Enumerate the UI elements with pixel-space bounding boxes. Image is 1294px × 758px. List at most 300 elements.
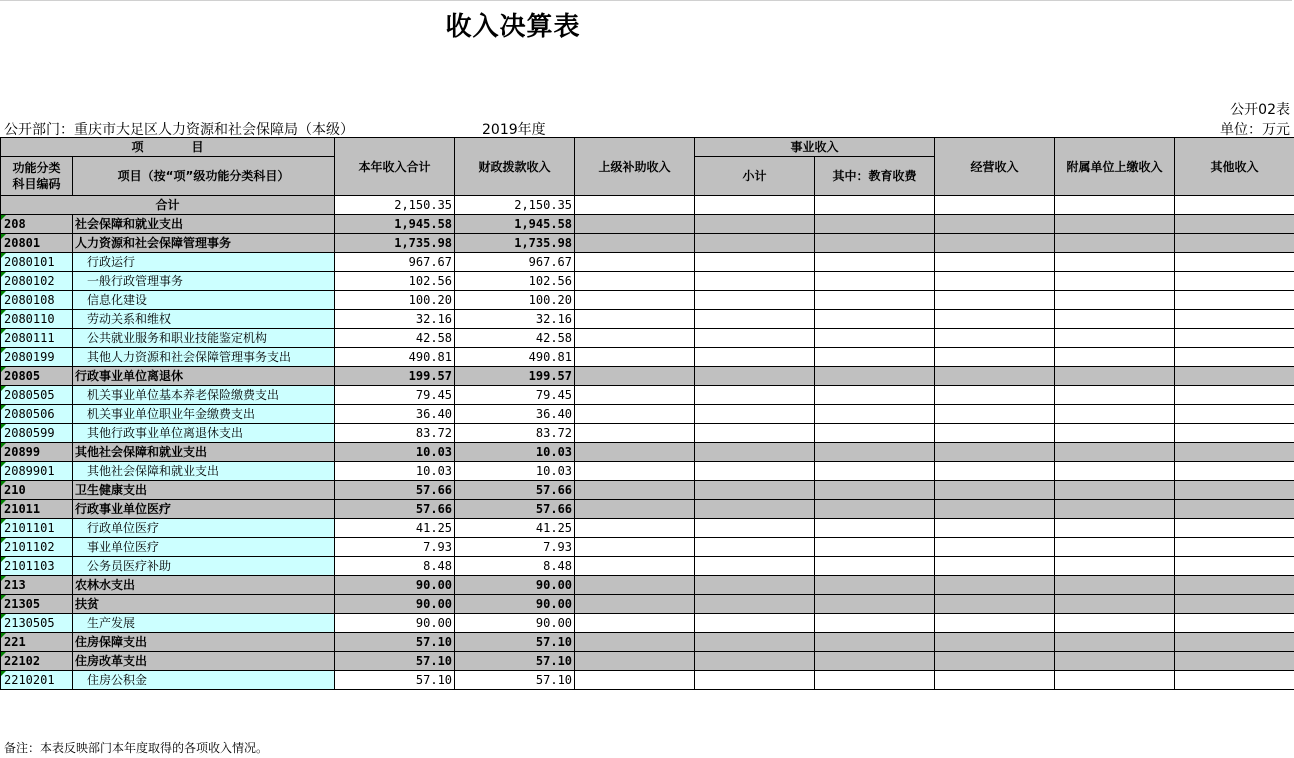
- cell[interactable]: [575, 633, 695, 652]
- row-fiscal[interactable]: 79.45: [455, 386, 575, 405]
- row-total[interactable]: 36.40: [335, 405, 455, 424]
- row-fiscal[interactable]: 90.00: [455, 576, 575, 595]
- cell[interactable]: [815, 671, 935, 690]
- row-fiscal[interactable]: 41.25: [455, 519, 575, 538]
- header-business[interactable]: 事业收入: [695, 138, 935, 157]
- row-code[interactable]: [1, 481, 73, 500]
- row-fiscal[interactable]: 10.03: [455, 443, 575, 462]
- cell[interactable]: [1175, 538, 1294, 557]
- cell[interactable]: [815, 500, 935, 519]
- row-code[interactable]: [1, 557, 73, 576]
- cell[interactable]: [695, 234, 815, 253]
- cell[interactable]: [575, 405, 695, 424]
- cell[interactable]: [1055, 576, 1175, 595]
- row-code[interactable]: [1, 367, 73, 386]
- total-fiscal[interactable]: 2,150.35: [455, 196, 575, 215]
- cell[interactable]: [1175, 348, 1294, 367]
- row-code-text: 213: [4, 578, 26, 592]
- cell[interactable]: [815, 538, 935, 557]
- row-fiscal[interactable]: 36.40: [455, 405, 575, 424]
- row-name[interactable]: 其他社会保障和就业支出: [73, 462, 335, 481]
- row-total[interactable]: 490.81: [335, 348, 455, 367]
- form-number: 公开02表: [1230, 102, 1290, 118]
- row-fiscal[interactable]: 8.48: [455, 557, 575, 576]
- cell[interactable]: [1055, 424, 1175, 443]
- row-fiscal[interactable]: 32.16: [455, 310, 575, 329]
- cell[interactable]: [1175, 557, 1294, 576]
- row-fiscal[interactable]: 90.00: [455, 614, 575, 633]
- row-total[interactable]: 57.10: [335, 671, 455, 690]
- table-row: [1, 253, 1294, 272]
- row-code[interactable]: [1, 329, 73, 348]
- row-code[interactable]: [1, 234, 73, 253]
- cell[interactable]: [935, 576, 1055, 595]
- cell[interactable]: [935, 386, 1055, 405]
- row-total[interactable]: 1,735.98: [335, 234, 455, 253]
- cell[interactable]: [695, 367, 815, 386]
- cell[interactable]: [1175, 671, 1294, 690]
- footnote: 备注：本表反映部门本年度取得的各项收入情况。: [4, 741, 269, 755]
- cell[interactable]: [695, 576, 815, 595]
- cell[interactable]: [1055, 538, 1175, 557]
- cell[interactable]: [815, 310, 935, 329]
- row-code-text: 20899: [4, 445, 41, 459]
- row-name[interactable]: 劳动关系和维权: [73, 310, 335, 329]
- cell[interactable]: [575, 196, 695, 215]
- cell[interactable]: [935, 481, 1055, 500]
- cell[interactable]: [575, 424, 695, 443]
- cell[interactable]: [1055, 234, 1175, 253]
- cell[interactable]: [1175, 291, 1294, 310]
- row-code[interactable]: [1, 405, 73, 424]
- row-name[interactable]: 公共就业服务和职业技能鉴定机构: [73, 329, 335, 348]
- row-total[interactable]: 8.48: [335, 557, 455, 576]
- cell[interactable]: [695, 481, 815, 500]
- row-fiscal[interactable]: 90.00: [455, 595, 575, 614]
- cell[interactable]: [1175, 633, 1294, 652]
- cell-comment-marker-icon: [1, 405, 6, 410]
- cell[interactable]: [935, 405, 1055, 424]
- row-total[interactable]: 199.57: [335, 367, 455, 386]
- cell[interactable]: [695, 215, 815, 234]
- cell[interactable]: [1175, 196, 1294, 215]
- cell[interactable]: [1175, 386, 1294, 405]
- cell[interactable]: [575, 253, 695, 272]
- row-fiscal[interactable]: 967.67: [455, 253, 575, 272]
- cell[interactable]: [1175, 367, 1294, 386]
- cell-comment-marker-icon: [1, 671, 6, 676]
- cell[interactable]: [935, 234, 1055, 253]
- row-total[interactable]: 90.00: [335, 576, 455, 595]
- cell[interactable]: [695, 348, 815, 367]
- row-code[interactable]: [1, 633, 73, 652]
- row-total[interactable]: 7.93: [335, 538, 455, 557]
- cell[interactable]: [935, 196, 1055, 215]
- header-name[interactable]: 项目（按“项”级功能分类科目）: [73, 157, 335, 196]
- cell[interactable]: [575, 652, 695, 671]
- cell[interactable]: [695, 329, 815, 348]
- cell[interactable]: [1175, 253, 1294, 272]
- row-name[interactable]: 行政事业单位离退休: [73, 367, 335, 386]
- cell[interactable]: [575, 272, 695, 291]
- header-code[interactable]: 功能分类科目编码: [1, 157, 73, 196]
- row-total[interactable]: 79.45: [335, 386, 455, 405]
- cell[interactable]: [1175, 443, 1294, 462]
- row-fiscal[interactable]: 57.66: [455, 500, 575, 519]
- cell[interactable]: [1175, 310, 1294, 329]
- row-name[interactable]: 其他人力资源和社会保障管理事务支出: [73, 348, 335, 367]
- cell[interactable]: [815, 633, 935, 652]
- cell[interactable]: [695, 652, 815, 671]
- cell[interactable]: [935, 633, 1055, 652]
- row-total[interactable]: 41.25: [335, 519, 455, 538]
- row-name[interactable]: 农林水支出: [73, 576, 335, 595]
- cell[interactable]: [1175, 614, 1294, 633]
- cell[interactable]: [695, 500, 815, 519]
- cell[interactable]: [1055, 196, 1175, 215]
- row-name[interactable]: 住房改革支出: [73, 652, 335, 671]
- cell[interactable]: [1055, 481, 1175, 500]
- cell[interactable]: [935, 671, 1055, 690]
- row-code[interactable]: [1, 671, 73, 690]
- row-fiscal[interactable]: 1,945.58: [455, 215, 575, 234]
- table-row: [1, 386, 1294, 405]
- cell[interactable]: [935, 462, 1055, 481]
- cell[interactable]: [695, 386, 815, 405]
- row-name[interactable]: 生产发展: [73, 614, 335, 633]
- cell[interactable]: [1055, 272, 1175, 291]
- row-total[interactable]: 57.66: [335, 481, 455, 500]
- cell[interactable]: [815, 234, 935, 253]
- department-label: 公开部门：重庆市大足区人力资源和社会保障局（本级）: [4, 122, 354, 138]
- cell[interactable]: [815, 614, 935, 633]
- cell[interactable]: [1055, 614, 1175, 633]
- cell-comment-marker-icon: [1, 443, 6, 448]
- cell[interactable]: [1055, 462, 1175, 481]
- cell-comment-marker-icon: [1, 481, 6, 486]
- cell[interactable]: [695, 424, 815, 443]
- cell[interactable]: [1055, 405, 1175, 424]
- cell[interactable]: [575, 291, 695, 310]
- cell-comment-marker-icon: [1, 329, 6, 334]
- cell[interactable]: [575, 443, 695, 462]
- cell[interactable]: [575, 215, 695, 234]
- cell[interactable]: [815, 272, 935, 291]
- row-name[interactable]: 机关事业单位基本养老保险缴费支出: [73, 386, 335, 405]
- header-operating[interactable]: 经营收入: [935, 138, 1055, 196]
- row-total[interactable]: 42.58: [335, 329, 455, 348]
- row-name[interactable]: 扶贫: [73, 595, 335, 614]
- cell[interactable]: [935, 329, 1055, 348]
- table-row: [1, 462, 1294, 481]
- cell[interactable]: [815, 424, 935, 443]
- cell[interactable]: [1175, 405, 1294, 424]
- cell[interactable]: [1175, 462, 1294, 481]
- cell[interactable]: [815, 576, 935, 595]
- header-affiliated[interactable]: 附属单位上缴收入: [1055, 138, 1175, 196]
- cell[interactable]: [695, 310, 815, 329]
- cell[interactable]: [695, 272, 815, 291]
- cell[interactable]: [1175, 424, 1294, 443]
- cell[interactable]: [695, 291, 815, 310]
- cell[interactable]: [575, 519, 695, 538]
- cell[interactable]: [1055, 348, 1175, 367]
- row-name[interactable]: 住房公积金: [73, 671, 335, 690]
- row-code[interactable]: [1, 443, 73, 462]
- cell[interactable]: [1175, 329, 1294, 348]
- cell[interactable]: [935, 519, 1055, 538]
- row-total[interactable]: 57.10: [335, 652, 455, 671]
- cell[interactable]: [575, 595, 695, 614]
- cell[interactable]: [695, 595, 815, 614]
- row-name[interactable]: 行政事业单位医疗: [73, 500, 335, 519]
- cell[interactable]: [815, 291, 935, 310]
- cell[interactable]: [1055, 652, 1175, 671]
- cell[interactable]: [1175, 595, 1294, 614]
- row-fiscal[interactable]: 10.03: [455, 462, 575, 481]
- cell[interactable]: [575, 234, 695, 253]
- cell[interactable]: [1175, 234, 1294, 253]
- row-code[interactable]: [1, 291, 73, 310]
- row-code[interactable]: [1, 253, 73, 272]
- cell[interactable]: [815, 557, 935, 576]
- cell[interactable]: [815, 405, 935, 424]
- cell[interactable]: [575, 671, 695, 690]
- cell-comment-marker-icon: [1, 576, 6, 581]
- row-code[interactable]: [1, 595, 73, 614]
- row-fiscal[interactable]: 1,735.98: [455, 234, 575, 253]
- cell[interactable]: [575, 538, 695, 557]
- row-total[interactable]: 10.03: [335, 443, 455, 462]
- cell[interactable]: [935, 557, 1055, 576]
- header-total[interactable]: 本年收入合计: [335, 138, 455, 196]
- row-fiscal[interactable]: 100.20: [455, 291, 575, 310]
- row-fiscal[interactable]: 57.10: [455, 652, 575, 671]
- row-fiscal[interactable]: 42.58: [455, 329, 575, 348]
- cell[interactable]: [1175, 272, 1294, 291]
- cell[interactable]: [1055, 367, 1175, 386]
- cell[interactable]: [695, 671, 815, 690]
- cell[interactable]: [575, 557, 695, 576]
- cell[interactable]: [815, 367, 935, 386]
- cell-comment-marker-icon: [1, 291, 6, 296]
- total-label[interactable]: 合计: [1, 196, 335, 215]
- cell[interactable]: [935, 424, 1055, 443]
- cell[interactable]: [935, 253, 1055, 272]
- row-code[interactable]: [1, 386, 73, 405]
- row-code[interactable]: [1, 462, 73, 481]
- cell[interactable]: [815, 386, 935, 405]
- cell[interactable]: [1055, 557, 1175, 576]
- cell[interactable]: [935, 215, 1055, 234]
- row-fiscal[interactable]: 7.93: [455, 538, 575, 557]
- row-total[interactable]: 57.66: [335, 500, 455, 519]
- row-code[interactable]: [1, 652, 73, 671]
- row-total[interactable]: 100.20: [335, 291, 455, 310]
- table-row: [1, 538, 1294, 557]
- row-code-text: 208: [4, 217, 26, 231]
- cell[interactable]: [1175, 215, 1294, 234]
- row-code[interactable]: [1, 272, 73, 291]
- cell[interactable]: [815, 652, 935, 671]
- header-item[interactable]: 项 目: [1, 138, 335, 157]
- cell[interactable]: [695, 196, 815, 215]
- table-row: [1, 310, 1294, 329]
- row-total[interactable]: 83.72: [335, 424, 455, 443]
- cell[interactable]: [815, 215, 935, 234]
- cell[interactable]: [935, 367, 1055, 386]
- cell[interactable]: [935, 614, 1055, 633]
- cell[interactable]: [1175, 652, 1294, 671]
- row-name[interactable]: 人力资源和社会保障管理事务: [73, 234, 335, 253]
- cell[interactable]: [815, 348, 935, 367]
- row-name[interactable]: 一般行政管理事务: [73, 272, 335, 291]
- row-name[interactable]: 行政单位医疗: [73, 519, 335, 538]
- cell[interactable]: [935, 443, 1055, 462]
- row-code-text: 21011: [4, 502, 41, 516]
- row-fiscal[interactable]: 102.56: [455, 272, 575, 291]
- cell[interactable]: [1055, 291, 1175, 310]
- row-name[interactable]: 机关事业单位职业年金缴费支出: [73, 405, 335, 424]
- row-total[interactable]: 90.00: [335, 614, 455, 633]
- row-code-text: 2080102: [4, 274, 55, 288]
- cell[interactable]: [1175, 519, 1294, 538]
- cell[interactable]: [1055, 519, 1175, 538]
- row-fiscal[interactable]: 57.66: [455, 481, 575, 500]
- cell[interactable]: [1055, 595, 1175, 614]
- cell[interactable]: [1055, 633, 1175, 652]
- row-fiscal[interactable]: 57.10: [455, 633, 575, 652]
- cell-comment-marker-icon: [1, 500, 6, 505]
- row-code[interactable]: [1, 310, 73, 329]
- cell[interactable]: [575, 348, 695, 367]
- row-name[interactable]: 行政运行: [73, 253, 335, 272]
- cell[interactable]: [695, 253, 815, 272]
- header-education[interactable]: 其中：教育收费: [815, 157, 935, 196]
- table-row: [1, 405, 1294, 424]
- row-code-text: 2101103: [4, 559, 55, 573]
- row-total[interactable]: 57.10: [335, 633, 455, 652]
- header-other[interactable]: 其他收入: [1175, 138, 1294, 196]
- cell[interactable]: [1175, 576, 1294, 595]
- cell[interactable]: [1175, 481, 1294, 500]
- cell[interactable]: [575, 367, 695, 386]
- cell[interactable]: [575, 462, 695, 481]
- row-name[interactable]: 其他行政事业单位离退休支出: [73, 424, 335, 443]
- row-name[interactable]: 信息化建设: [73, 291, 335, 310]
- cell[interactable]: [1055, 671, 1175, 690]
- row-code[interactable]: [1, 215, 73, 234]
- row-fiscal[interactable]: 57.10: [455, 671, 575, 690]
- row-code[interactable]: [1, 500, 73, 519]
- cell[interactable]: [1175, 500, 1294, 519]
- header-subtotal[interactable]: 小计: [695, 157, 815, 196]
- row-code[interactable]: [1, 614, 73, 633]
- cell[interactable]: [695, 519, 815, 538]
- cell[interactable]: [1055, 253, 1175, 272]
- cell[interactable]: [575, 614, 695, 633]
- cell[interactable]: [815, 329, 935, 348]
- cell[interactable]: [575, 329, 695, 348]
- cell[interactable]: [575, 576, 695, 595]
- cell[interactable]: [815, 481, 935, 500]
- cell-comment-marker-icon: [1, 557, 6, 562]
- cell[interactable]: [935, 595, 1055, 614]
- row-name[interactable]: 社会保障和就业支出: [73, 215, 335, 234]
- cell[interactable]: [575, 386, 695, 405]
- cell[interactable]: [695, 462, 815, 481]
- cell[interactable]: [575, 500, 695, 519]
- cell[interactable]: [695, 538, 815, 557]
- row-code[interactable]: [1, 348, 73, 367]
- cell[interactable]: [695, 443, 815, 462]
- cell[interactable]: [1055, 443, 1175, 462]
- row-code[interactable]: [1, 424, 73, 443]
- cell[interactable]: [935, 652, 1055, 671]
- cell[interactable]: [815, 519, 935, 538]
- cell[interactable]: [1055, 329, 1175, 348]
- cell[interactable]: [815, 253, 935, 272]
- cell[interactable]: [935, 272, 1055, 291]
- row-fiscal[interactable]: 199.57: [455, 367, 575, 386]
- row-total[interactable]: 90.00: [335, 595, 455, 614]
- row-total[interactable]: 32.16: [335, 310, 455, 329]
- row-fiscal[interactable]: 490.81: [455, 348, 575, 367]
- header-superior[interactable]: 上级补助收入: [575, 138, 695, 196]
- cell[interactable]: [1055, 215, 1175, 234]
- row-fiscal[interactable]: 83.72: [455, 424, 575, 443]
- cell[interactable]: [935, 500, 1055, 519]
- total-amount[interactable]: 2,150.35: [335, 196, 455, 215]
- row-name[interactable]: 公务员医疗补助: [73, 557, 335, 576]
- cell[interactable]: [935, 291, 1055, 310]
- cell[interactable]: [815, 196, 935, 215]
- row-code[interactable]: [1, 519, 73, 538]
- header-fiscal[interactable]: 财政拨款收入: [455, 138, 575, 196]
- row-code-text: 2080101: [4, 255, 55, 269]
- row-name[interactable]: 事业单位医疗: [73, 538, 335, 557]
- row-total[interactable]: 967.67: [335, 253, 455, 272]
- cell[interactable]: [815, 462, 935, 481]
- cell[interactable]: [815, 443, 935, 462]
- row-total[interactable]: 1,945.58: [335, 215, 455, 234]
- cell[interactable]: [1055, 310, 1175, 329]
- cell[interactable]: [1055, 386, 1175, 405]
- row-name[interactable]: 卫生健康支出: [73, 481, 335, 500]
- cell[interactable]: [815, 595, 935, 614]
- cell[interactable]: [695, 633, 815, 652]
- row-code[interactable]: [1, 538, 73, 557]
- row-total[interactable]: 10.03: [335, 462, 455, 481]
- cell[interactable]: [935, 310, 1055, 329]
- row-name[interactable]: 其他社会保障和就业支出: [73, 443, 335, 462]
- cell[interactable]: [935, 348, 1055, 367]
- cell[interactable]: [1055, 500, 1175, 519]
- cell[interactable]: [575, 310, 695, 329]
- table-row: [1, 348, 1294, 367]
- row-code-text: 2089901: [4, 464, 55, 478]
- cell[interactable]: [935, 538, 1055, 557]
- row-name[interactable]: 住房保障支出: [73, 633, 335, 652]
- cell[interactable]: [695, 405, 815, 424]
- cell-comment-marker-icon: [1, 462, 6, 467]
- row-code[interactable]: [1, 576, 73, 595]
- cell[interactable]: [575, 481, 695, 500]
- cell[interactable]: [695, 614, 815, 633]
- row-total[interactable]: 102.56: [335, 272, 455, 291]
- cell[interactable]: [695, 557, 815, 576]
- table-row: [1, 481, 1294, 500]
